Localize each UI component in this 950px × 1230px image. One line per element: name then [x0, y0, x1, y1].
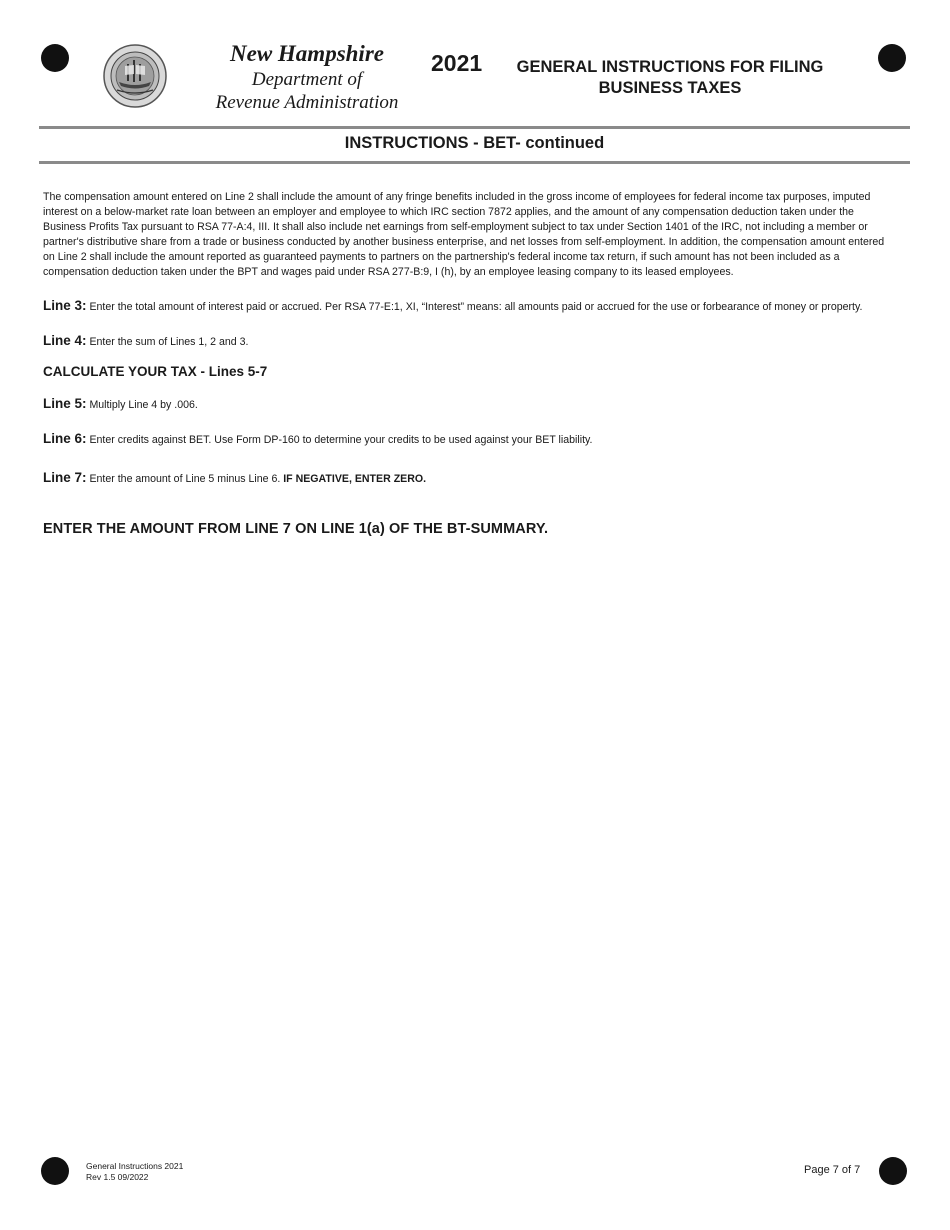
- form-year: 2021: [431, 50, 483, 76]
- section-title: INSTRUCTIONS - BET- continued: [344, 134, 605, 152]
- line-6-instruction: [43, 430, 893, 449]
- registration-mark-bottom-right: [879, 1157, 907, 1185]
- bottom-divider: [39, 161, 910, 164]
- footer-doc-name: General Instructions 2021: [86, 1161, 184, 1171]
- intro-paragraph: The compensation amount entered on Line 2 shall include the amount of any fringe benefits included in the gross income of employees for federal income tax purposes, imputed interest on a below-market rate loan between an employer and employee to which IRC section 7872 applies, and the amount of any compensation deduction taken under the Business Profits Tax pursuant to RSA 77-A:4, III. It shall also include net earnings from self-employment subject to tax under Section 1401 of the IRC, not including a member or partner's distributive share from a trade or business conducted by another business enterprise, and net losses from self-employment. In addition, the compensation amount entered on Line 2 shall include the amount reported as guaranteed payments to partners on the partnership's federal income tax return, if such amount has not been included as a compensation deduction taken under the BPT and wages paid under RSA 277-B:9, I (h), by an employee leasing company to its leased employees.: [43, 191, 885, 278]
- instructions-body: [43, 190, 893, 537]
- line-3-instruction: [43, 297, 893, 316]
- registration-mark-bottom-left: [41, 1157, 69, 1185]
- line-4-text: Enter the sum of Lines 1, 2 and 3.: [89, 336, 249, 348]
- document-title-line1: GENERAL INSTRUCTIONS FOR FILING: [516, 58, 824, 76]
- document-title: [505, 57, 835, 99]
- line-5-instruction: [43, 395, 893, 414]
- line-7-instruction: [43, 469, 893, 488]
- line-5-text: Multiply Line 4 by .006.: [89, 399, 198, 411]
- line-3-text: Enter the total amount of interest paid or accrued. Per RSA 77-E:1, XI, “Interest” means: all amounts paid or accrued for the use or forbearance of money or property.: [89, 301, 863, 313]
- agency-dept-line1: Department of: [251, 69, 363, 90]
- state-seal-icon: [103, 44, 167, 108]
- top-divider: [39, 126, 910, 129]
- registration-mark-top-left: [41, 44, 69, 72]
- footer-document-info: [86, 1161, 183, 1183]
- page-number: Page 7 of 7: [804, 1164, 861, 1176]
- document-title-line2: BUSINESS TAXES: [598, 79, 742, 97]
- registration-mark-top-right: [878, 44, 906, 72]
- line-7-label: Line 7:: [43, 470, 87, 485]
- agency-dept-line2: Revenue Administration: [215, 92, 399, 113]
- agency-state: New Hampshire: [230, 41, 384, 66]
- line-7-emphasis: IF NEGATIVE, ENTER ZERO.: [283, 473, 427, 485]
- line-3-label: Line 3:: [43, 298, 87, 313]
- final-instruction: ENTER THE AMOUNT FROM LINE 7 ON LINE 1(a) OF THE BT-SUMMARY.: [43, 521, 549, 537]
- line-4-label: Line 4:: [43, 333, 87, 348]
- line-7-text: Enter the amount of Line 5 minus Line 6.: [89, 473, 281, 485]
- agency-name: [190, 40, 424, 114]
- line-4-instruction: [43, 332, 893, 351]
- line-6-text: Enter credits against BET. Use Form DP-160 to determine your credits to be used against your BET liability.: [89, 434, 593, 446]
- footer-revision: Rev 1.5 09/2022: [86, 1172, 149, 1182]
- calculate-tax-heading: CALCULATE YOUR TAX - Lines 5-7: [43, 364, 268, 379]
- line-5-label: Line 5:: [43, 396, 87, 411]
- line-6-label: Line 6:: [43, 431, 87, 446]
